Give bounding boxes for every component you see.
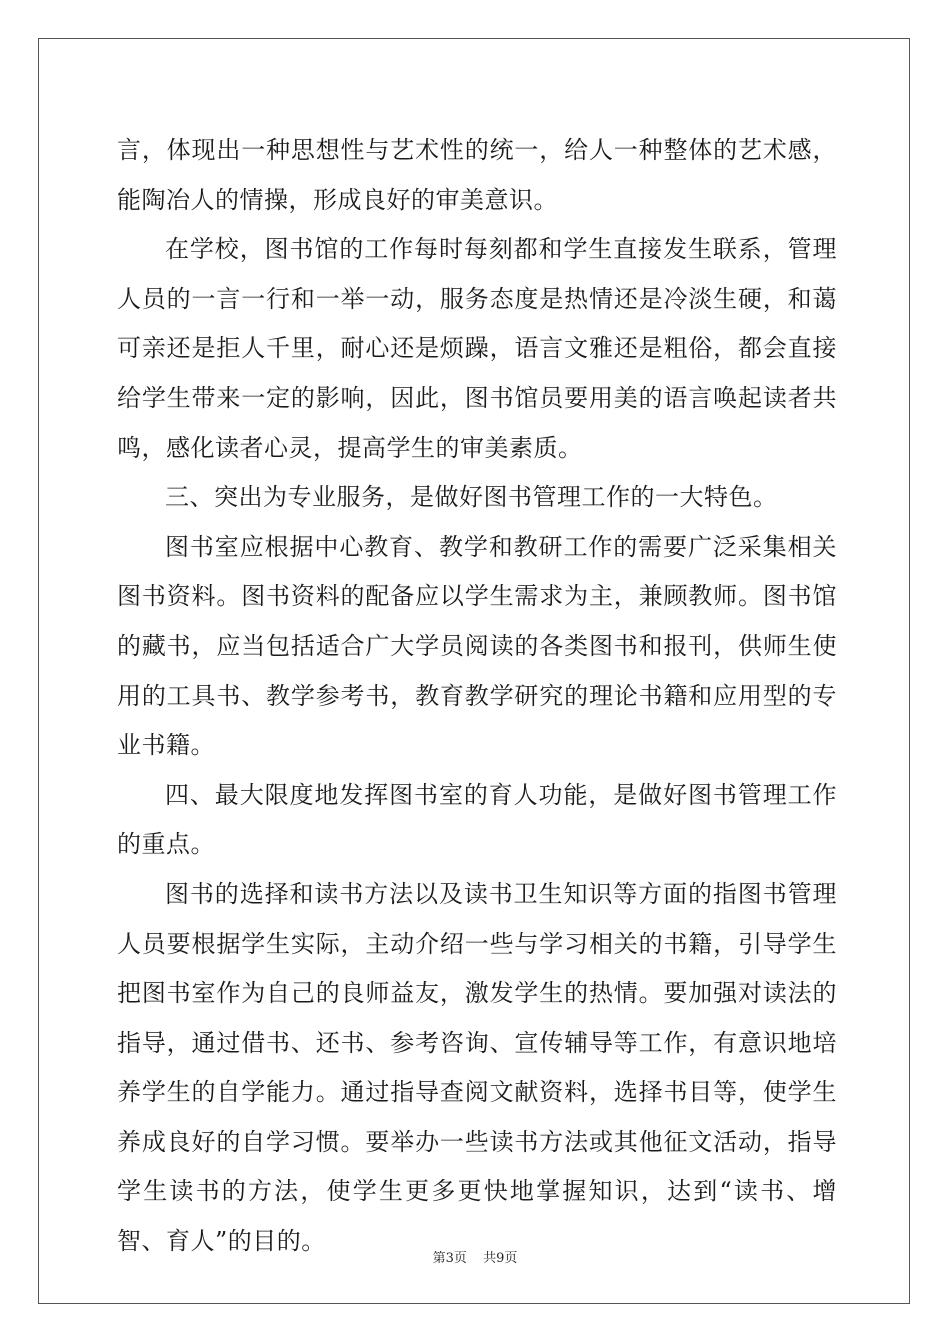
current-page-number: 第3页 xyxy=(432,1251,467,1266)
paragraph-6: 图书的选择和读书方法以及读书卫生知识等方面的指图书管理人员要根据学生实际，主动介绍一些与学习相关的书籍，引导学生把图书室作为自己的良师益友，激发学生的热情。要加强对读法的指导，通过借书、还书、参考咨询、宣传辅导等工作，有意识地培养学生的自学能力。通过指导查阅文献资料，选择书目等，使学生养成良好的自学习惯。要举办一些读书方法或其他征文活动，指导学生读书的方法，使学生更多更快地掌握知识，达到“读书、增智、育人”的目的。 xyxy=(117,879,837,1256)
paragraph-2: 在学校，图书馆的工作每时每刻都和学生直接发生联系，管理人员的一言一行和一举一动，服务态度是热情还是冷淡生硬，和蔼可亲还是拒人千里，耐心还是烦躁，语言文雅还是粗俗，都会直接给学生带来一定的影响，因此，图书馆员要用美的语言唤起读者共鸣，感化读者心灵，提高学生的审美素质。 xyxy=(117,235,837,462)
page-footer xyxy=(0,1247,950,1266)
paragraph-4: 图书室应根据中心教育、教学和教研工作的需要广泛采集相关图书资料。图书资料的配备应以学生需求为主，兼顾教师。图书馆的藏书，应当包括适合广大学员阅读的各类图书和报刊，供师生使用的工具书、教学参考书，教育教学研究的理论书籍和应用型的专业书籍。 xyxy=(117,532,837,760)
total-page-count: 共9页 xyxy=(483,1251,518,1266)
document-body xyxy=(117,126,837,1267)
section-heading-3: 三、突出为专业服务，是做好图书管理工作的一大特色。 xyxy=(165,483,778,512)
section-heading-4: 四、最大限度地发挥图书室的育人功能，是做好图书管理工作的重点。 xyxy=(117,780,837,859)
paragraph-1: 言，体现出一种思想性与艺术性的统一，给人一种整体的艺术感，能陶冶人的情操，形成良好的审美意识。 xyxy=(117,136,837,214)
